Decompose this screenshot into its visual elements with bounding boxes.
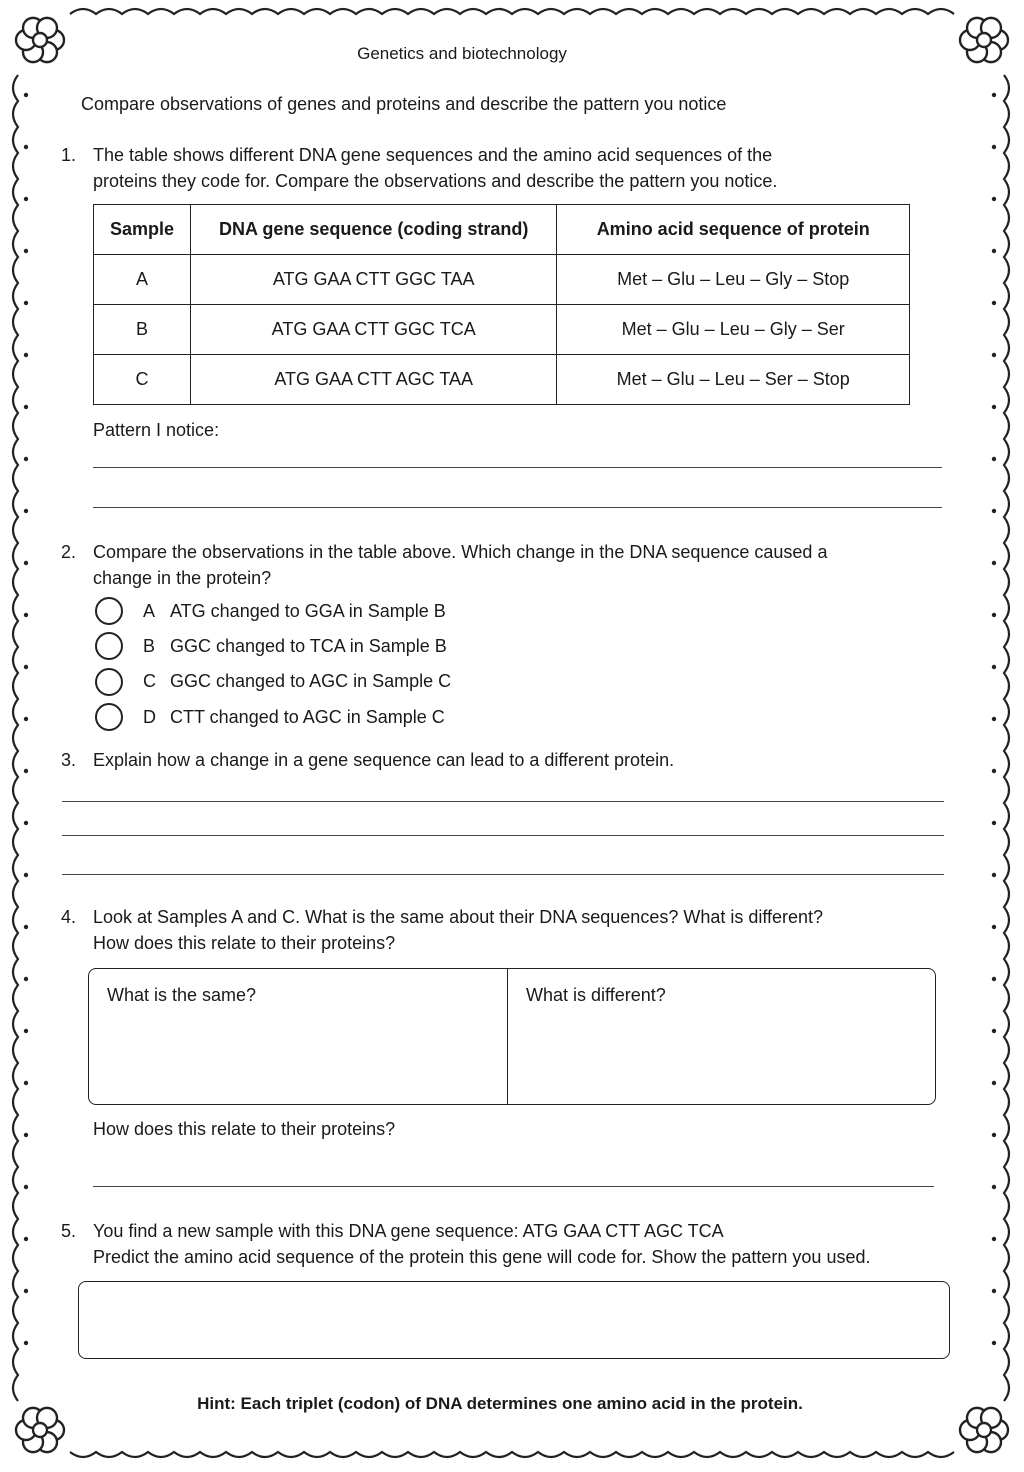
answer-line[interactable] — [93, 507, 942, 508]
table-row — [94, 255, 910, 305]
q1-number: 1. — [61, 145, 77, 165]
q5-text-line2: Predict the amino acid sequence of the protein this gene will code for. Show the pattern you used. — [93, 1247, 871, 1267]
q5-text-line1: You find a new sample with this DNA gene sequence: ATG GAA CTT AGC TCA — [93, 1221, 724, 1241]
option-b-text: GGC changed to TCA in Sample B — [170, 636, 447, 656]
cell-sample: A — [94, 255, 191, 305]
cell-sample: B — [94, 305, 191, 355]
option-b-letter: B — [143, 636, 156, 656]
option-c-text: GGC changed to AGC in Sample C — [170, 671, 452, 691]
cell-dna: ATG GAA CTT AGC TAA — [190, 355, 557, 405]
header-dna-sequence: DNA gene sequence (coding strand) — [190, 205, 557, 255]
q3-text: Explain how a change in a gene sequence can lead to a different protein. — [93, 750, 675, 770]
cell-sample: C — [94, 355, 191, 405]
q2-text-line1: Compare the observations in the table above. Which change in the DNA sequence caused a — [93, 542, 828, 562]
q2-text-line2: change in the protein? — [93, 568, 272, 588]
different-answer-area[interactable] — [508, 1009, 935, 1104]
option-a-radio[interactable] — [95, 597, 123, 625]
table-header-row — [94, 205, 910, 255]
relate-label: How does this relate to their proteins? — [93, 1119, 396, 1139]
q1-text-line2: proteins they code for. Compare the observations and describe the pattern you notice. — [93, 171, 778, 191]
option-b-radio[interactable] — [95, 632, 123, 660]
dna-protein-table — [93, 204, 910, 405]
answer-line[interactable] — [62, 801, 944, 802]
answer-line[interactable] — [62, 874, 944, 875]
compare-box — [88, 968, 936, 1105]
hint-text: Hint: Each triplet (codon) of DNA determines one amino acid in the protein. — [197, 1394, 803, 1413]
pattern-label: Pattern I notice: — [93, 420, 220, 440]
same-answer-area[interactable] — [89, 1009, 507, 1104]
q4-text-line1: Look at Samples A and C. What is the same about their DNA sequences? What is different? — [93, 907, 824, 927]
option-d-text: CTT changed to AGC in Sample C — [170, 707, 445, 727]
option-c-letter: C — [143, 671, 156, 691]
worksheet-title: Genetics and biotechnology — [357, 44, 567, 63]
different-label: What is different? — [526, 985, 666, 1005]
cell-dna: ATG GAA CTT GGC TCA — [190, 305, 557, 355]
same-label: What is the same? — [107, 985, 257, 1005]
q2-number: 2. — [61, 542, 77, 562]
option-d-letter: D — [143, 707, 156, 727]
q4-number: 4. — [61, 907, 77, 927]
option-a-letter: A — [143, 601, 156, 621]
intro-text: Compare observations of genes and proteins and describe the pattern you notice — [81, 94, 727, 114]
answer-line[interactable] — [93, 1186, 934, 1187]
header-sample: Sample — [94, 205, 191, 255]
q5-answer-box[interactable] — [78, 1281, 950, 1359]
cell-protein: Met – Glu – Leu – Gly – Stop — [557, 255, 910, 305]
q5-number: 5. — [61, 1221, 77, 1241]
answer-line[interactable] — [62, 835, 944, 836]
cell-dna: ATG GAA CTT GGC TAA — [190, 255, 557, 305]
q3-number: 3. — [61, 750, 77, 770]
q1-text-line1: The table shows different DNA gene sequences and the amino acid sequences of the — [93, 145, 773, 165]
option-c-radio[interactable] — [95, 668, 123, 696]
cell-protein: Met – Glu – Leu – Ser – Stop — [557, 355, 910, 405]
q4-text-line2: How does this relate to their proteins? — [93, 933, 396, 953]
option-d-radio[interactable] — [95, 703, 123, 731]
table-row — [94, 305, 910, 355]
cell-protein: Met – Glu – Leu – Gly – Ser — [557, 305, 910, 355]
option-a-text: ATG changed to GGA in Sample B — [170, 601, 446, 621]
header-amino-acid-sequence: Amino acid sequence of protein — [557, 205, 910, 255]
answer-line[interactable] — [93, 467, 942, 468]
table-row — [94, 355, 910, 405]
